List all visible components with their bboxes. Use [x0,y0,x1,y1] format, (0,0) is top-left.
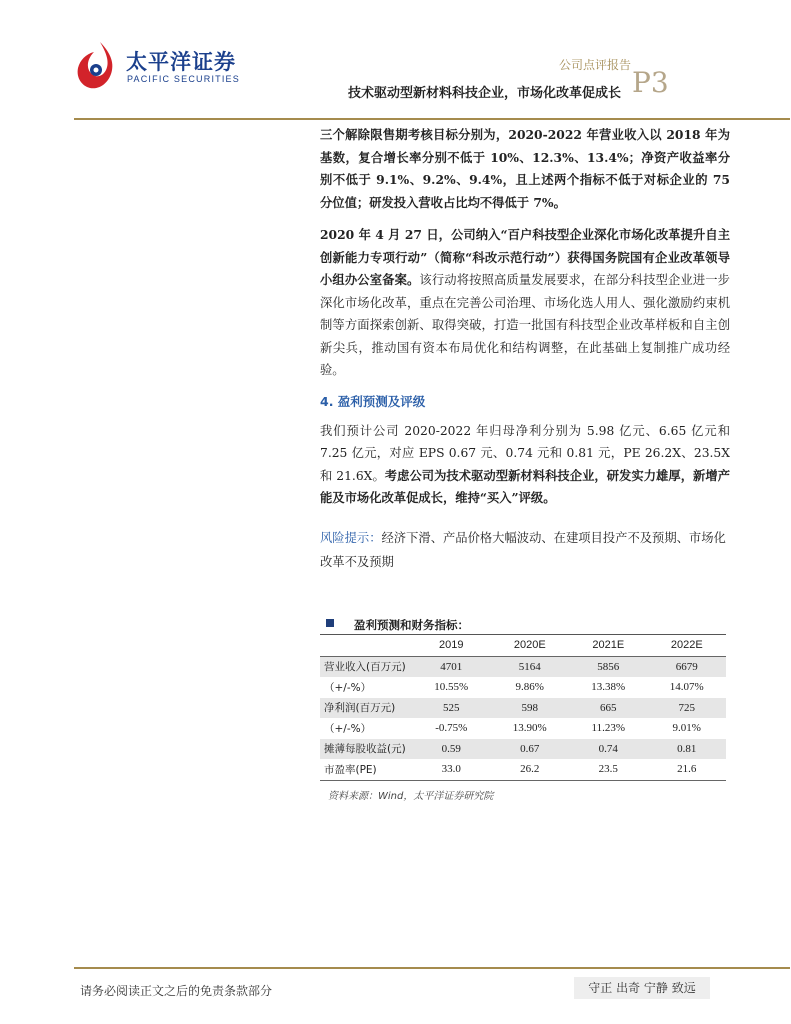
paragraph-bold-text: 考虑公司为技术驱动型新材料科技企业，研发实力雄厚，新增产能及市场化改革促成长，维持“买入”评级。 [320,467,730,505]
table-cell: 725 [648,698,727,719]
main-content [320,124,730,574]
paragraph-reform-program [320,224,730,382]
table-cell: 11.23% [591,722,625,735]
table-header-cell: 2021E [569,635,648,656]
paragraph-forecast [320,420,730,510]
page-number: P3 [632,66,669,99]
table-cell: 5856 [569,656,648,677]
risk-warning [320,526,730,574]
paragraph-bold-text: 2020 年 4 月 27 日，公司纳入“百户科技型企业深化市场化改革提升自主创新能力专项行动”（简称“科改示范行动”）获得国务院国有企业改革领导小组办公室备案。 [320,227,730,287]
logo-chinese-name: 太平洋证券 [126,50,236,74]
table-row [320,759,726,780]
table-header-cell [320,635,412,656]
table-cell: 6679 [648,656,727,677]
table-cell: 598 [491,698,570,719]
table-header-row [320,635,726,656]
company-logo [74,40,254,92]
table-cell: 市盈率(PE) [320,759,412,780]
table-row [320,739,726,760]
table-cell: 525 [412,698,491,719]
paragraph-bold-text: 三个解除限售期考核目标分别为，2020-2022 年营业收入以 2018 年为基数，复合增长率分别不低于 10%、12.3%、13.4%；净资产收益率分别不低于 9.1%、9.2%、9.4%，且上述两个指标不低于对标企业的 75 分位值；研发投入营收占比均不得低于 7%。 [320,127,730,210]
forecast-table [320,635,726,781]
table-cell: 665 [569,698,648,719]
table-cell: 26.2 [491,759,570,780]
logo-english-name: PACIFIC SECURITIES [127,74,240,84]
table-cell: （+/-%） [324,722,372,735]
table-row [320,698,726,719]
table-cell: 净利润(百万元) [320,698,412,719]
footer-motto: 守正 出奇 宁静 致远 [574,977,710,999]
risk-text: 经济下滑、产品价格大幅波动、在建项目投产不及预期、市场化改革不及预期 [320,530,726,569]
table-row [320,718,726,739]
table-cell: 0.59 [412,739,491,760]
table-cell: 33.0 [412,759,491,780]
table-title-text: 盈利预测和财务指标： [354,618,469,632]
table-cell: -0.75% [435,722,468,735]
table-cell: 13.90% [512,722,547,735]
footer-disclaimer: 请务必阅读正文之后的免责条款部分 [80,984,273,998]
paragraph-assessment-targets [320,124,730,214]
table-cell: 摊薄每股收益(元) [320,739,412,760]
table-cell: 23.5 [569,759,648,780]
paragraph-normal-text: 我们预计公司 2020-2022 年归母净利分别为 5.98 亿元、6.65 亿元和 7.25 亿元，对应 EPS 0.67 元、0.74 元和 0.81 元，PE 26.2X、23.5X 和 21.6X。 [320,423,730,483]
footer-rule [74,967,790,969]
table-cell: 9.01% [672,722,701,735]
table-cell: 9.86% [515,681,544,694]
table-title [320,614,726,635]
table-cell: 5164 [491,656,570,677]
table-source: 资料来源：Wind，太平洋证券研究院 [328,790,494,802]
square-bullet-icon [326,619,334,627]
pacific-logo-icon [74,40,122,92]
table-cell: 14.07% [669,681,704,694]
table-cell: 0.81 [648,739,727,760]
table-cell: 4701 [412,656,491,677]
forecast-table-block [320,614,726,802]
report-title: 技术驱动型新材料科技企业，市场化改革促成长 [347,86,621,101]
table-cell: 10.55% [434,681,469,694]
table-header-cell: 2022E [648,635,727,656]
table-cell: 21.6 [648,759,727,780]
table-cell: 0.67 [491,739,570,760]
table-cell: 营业收入(百万元) [320,656,412,677]
header-rule [74,118,790,120]
risk-label: 风险提示： [320,530,382,545]
table-cell: 13.38% [591,681,626,694]
report-type: 公司点评报告 [558,58,631,72]
table-header-cell: 2020E [491,635,570,656]
table-cell: 0.74 [569,739,648,760]
table-header-cell: 2019 [412,635,491,656]
table-row [320,656,726,677]
table-cell: （+/-%） [324,681,372,694]
section-heading: 4. 盈利预测及评级 [320,393,426,409]
table-row [320,677,726,698]
paragraph-normal-text: 该行动将按照高质量发展要求，在部分科技型企业进一步深化市场化改革，重点在完善公司治理、市场化选人用人、强化激励约束机制等方面探索创新、取得突破，打造一批国有科技型企业改革样板和自主创新尖兵，推动国有资本布局优化和结构调整，在此基础上复制推广成功经验。 [320,273,730,377]
